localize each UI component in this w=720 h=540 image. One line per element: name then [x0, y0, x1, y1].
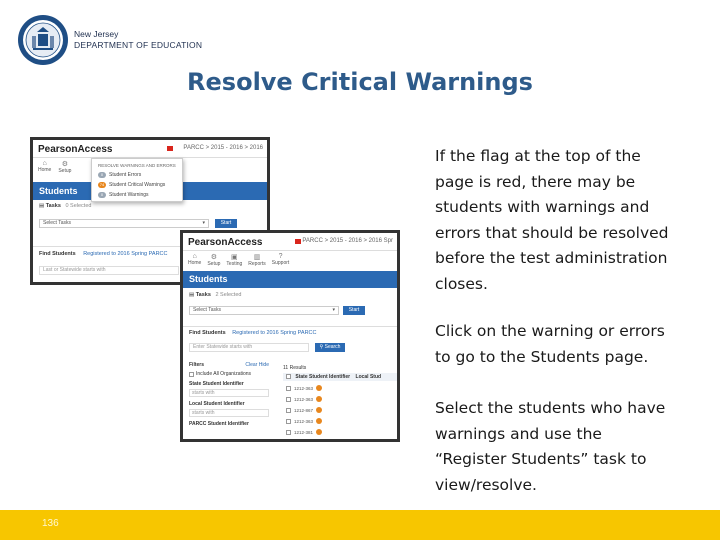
table-row[interactable]: 1212-381: [286, 429, 322, 435]
search-input[interactable]: Last or Statewide starts with: [39, 266, 179, 275]
registration-filter-link[interactable]: Registered to 2016 Spring PARCC: [83, 251, 168, 257]
count-badge: 0: [98, 172, 106, 178]
clear-filters-link[interactable]: Clear: [245, 362, 258, 368]
table-row[interactable]: 1212-363: [286, 396, 322, 402]
red-flag-icon[interactable]: [167, 146, 173, 151]
row-checkbox[interactable]: [286, 408, 291, 413]
warning-icon[interactable]: [316, 418, 322, 424]
filter-local-id-label: Local Student Identifier: [189, 401, 245, 407]
home-icon: ⌂: [192, 253, 197, 260]
warning-icon[interactable]: [316, 429, 322, 435]
paragraph-register-students: Select the students who have warnings and use the “Register Students” task to view/resolve.: [435, 399, 666, 494]
gear-icon: ⚙: [61, 161, 69, 168]
table-row[interactable]: 1212-867: [286, 407, 322, 413]
search-icon: ⚲: [319, 344, 324, 350]
hide-filters-link[interactable]: Hide: [258, 362, 269, 368]
paragraph-click-warning: Click on the warning or errors to go to the Students page.: [435, 322, 665, 366]
tasks-bar: ▤ Tasks 2 Selected: [189, 292, 242, 298]
footer-bar: [0, 510, 720, 540]
main-nav: [188, 253, 289, 267]
student-errors-item[interactable]: 0 Student Errors: [98, 172, 141, 178]
app-header: [33, 140, 267, 158]
help-icon: ?: [278, 253, 283, 260]
app-header: [183, 233, 397, 251]
row-checkbox[interactable]: [286, 419, 291, 424]
results-table-header: [283, 373, 397, 381]
filter-state-id-label: State Student Identifier: [189, 381, 244, 387]
table-row[interactable]: 1212-363: [286, 385, 322, 391]
nav-home[interactable]: ⌂ Home: [38, 160, 52, 173]
chevron-down-icon: ▾: [332, 307, 335, 313]
clipboard-icon: ▣: [231, 254, 238, 261]
start-button[interactable]: Start: [215, 219, 237, 228]
chart-icon: ▥: [253, 254, 261, 261]
row-checkbox[interactable]: [286, 430, 291, 435]
column-state-id[interactable]: State Student Identifier: [295, 374, 351, 380]
nav-testing[interactable]: ▣ Testing: [226, 254, 243, 267]
warnings-dropdown-menu: [91, 158, 183, 202]
filter-state-id-input[interactable]: starts with: [189, 389, 269, 397]
row-checkbox[interactable]: [286, 397, 291, 402]
row-checkbox[interactable]: [286, 386, 291, 391]
chevron-down-icon: ▾: [202, 220, 205, 226]
pearson-access-logo: PearsonAccess: [188, 237, 263, 248]
breadcrumb[interactable]: PARCC > 2015 - 2016 > 2016: [183, 145, 263, 151]
slide-title: Resolve Critical Warnings: [187, 68, 533, 96]
home-icon: ⌂: [42, 160, 47, 167]
critical-warnings-item[interactable]: 74 Student Critical Warnings: [99, 182, 166, 188]
count-badge: 0: [98, 192, 106, 198]
nav-home[interactable]: ⌂ Home: [188, 253, 202, 266]
student-warnings-item[interactable]: 0 Student Warnings: [98, 192, 149, 198]
filters-label: Filters: [189, 362, 205, 368]
students-header: Students: [33, 182, 267, 200]
filter-parcc-id-label: PARCC Student Identifier: [189, 421, 249, 427]
nj-state-seal-logo: [17, 14, 69, 66]
find-students-bar: Find Students Registered to 2016 Spring PARCC: [33, 246, 267, 257]
nav-support[interactable]: ? Support: [271, 253, 290, 266]
warning-icon[interactable]: [316, 396, 322, 402]
warning-icon[interactable]: [316, 385, 322, 391]
tasks-bar: ▤ Tasks 0 Selected: [39, 203, 92, 209]
registration-filter-link[interactable]: Registered to 2016 Spring PARCC: [232, 330, 317, 336]
nav-setup[interactable]: ⚙ Setup: [207, 254, 221, 267]
start-button[interactable]: Start: [343, 306, 365, 315]
main-nav: [38, 160, 71, 174]
screenshot-pearson-access-students-page: [180, 230, 400, 442]
department-name: DEPARTMENT OF EDUCATION: [74, 40, 203, 50]
gear-icon: ⚙: [210, 254, 218, 261]
column-local-id[interactable]: Local Stud: [355, 374, 382, 380]
select-tasks-dropdown[interactable]: Select Tasks ▾: [189, 306, 339, 315]
students-header: Students: [183, 271, 397, 288]
dropdown-title: RESOLVE WARNINGS AND ERRORS: [98, 163, 176, 168]
filters-panel: [189, 362, 269, 427]
search-input[interactable]: Enter Statewide starts with: [189, 343, 309, 352]
pearson-access-logo: PearsonAccess: [38, 144, 113, 155]
nav-setup[interactable]: ⚙ Setup: [58, 161, 72, 174]
tasks-icon: ▤: [189, 292, 195, 298]
tasks-icon: ▤: [39, 203, 45, 209]
nav-reports[interactable]: ▥ Reports: [248, 254, 266, 267]
warning-icon[interactable]: [316, 407, 322, 413]
filter-local-id-input[interactable]: starts with: [189, 409, 269, 417]
page-number: 136: [42, 518, 59, 529]
search-button[interactable]: ⚲ Search: [315, 343, 345, 352]
include-all-orgs-checkbox[interactable]: Include All Organizations: [189, 371, 269, 377]
breadcrumb[interactable]: PARCC > 2015 - 2016 > 2016 Spr: [302, 238, 393, 244]
table-row[interactable]: 1212-363: [286, 418, 322, 424]
results-count: 11 Results: [283, 365, 307, 371]
paragraph-flag-explanation: If the flag at the top of the page is red, there may be students with warnings and errors that should be resolved before the test administration closes.: [435, 147, 669, 293]
find-students-bar: Find Students Registered to 2016 Spring PARCC: [183, 326, 397, 336]
red-flag-icon[interactable]: [295, 239, 301, 244]
select-all-checkbox[interactable]: [286, 374, 291, 379]
count-badge: 74: [99, 182, 105, 187]
select-tasks-dropdown[interactable]: Select Tasks ▾: [39, 219, 209, 228]
state-name: New Jersey: [74, 29, 119, 39]
checkbox[interactable]: [189, 372, 194, 377]
